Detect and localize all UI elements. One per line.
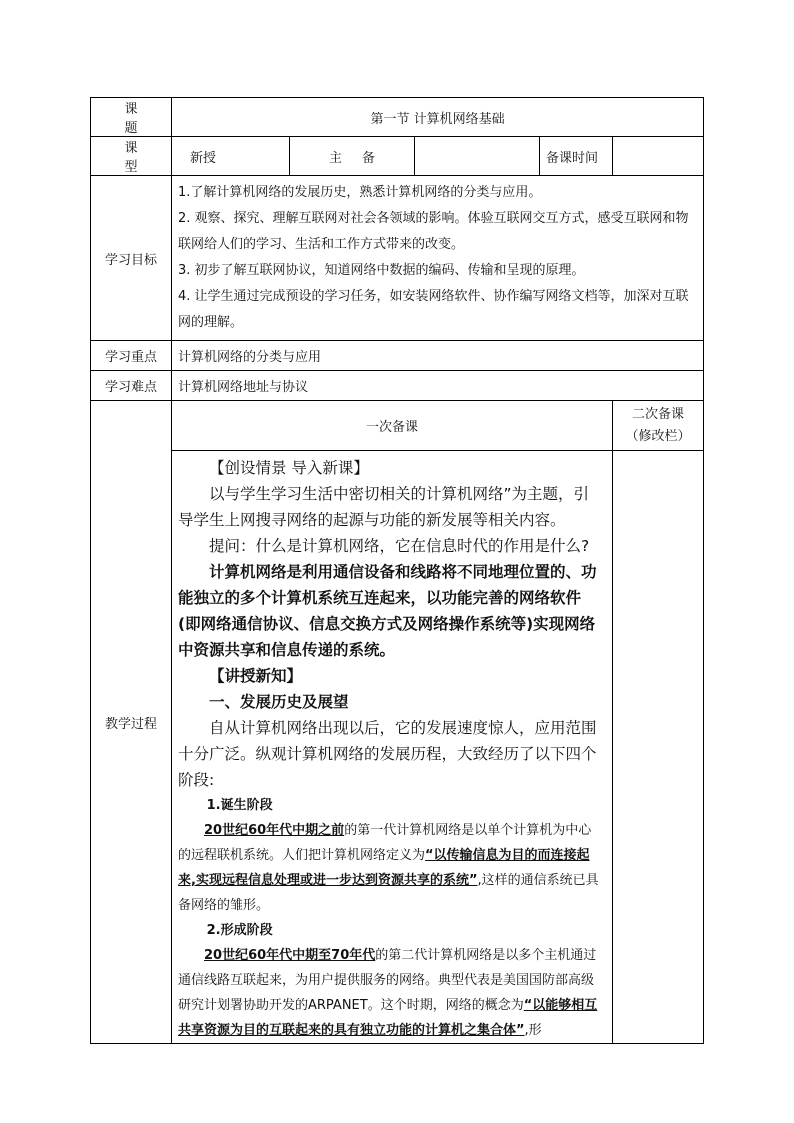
goal-item: 4. 让学生通过完成预设的学习任务，如安装网络软件、协作编写网络文档等，加深对互联网的理解。: [178, 289, 689, 330]
row-title: [91, 98, 704, 137]
row-process-content: [91, 451, 704, 1044]
stage2-quote: “以能够相互共享资源为目的互联起来的具有独立功能的计算机之集合体”: [178, 998, 598, 1038]
type-value: 新授: [172, 137, 290, 176]
definition-text: 计算机网络是利用通信设备和线路将不同地理位置的、功能独立的多个计算机系统互连起来，以功能完善的网络软件(即网络通信协议、信息交换方式及网络操作系统等)实现网络中资源共享和信息传递的系统。: [178, 563, 597, 659]
row-focus: [91, 341, 704, 371]
stage2-heading: 2.形成阶段: [206, 923, 273, 938]
difficulty-label: 学习难点: [91, 371, 172, 401]
first-prep-content: [172, 451, 613, 1044]
second-prep-content: [613, 451, 704, 1044]
row-process-header: [91, 401, 704, 451]
stage2-text-b: ,形: [524, 1023, 542, 1038]
second-prep-header: [613, 401, 704, 451]
title-label: 课题: [91, 98, 172, 137]
section1-heading: 一、发展历史及展望: [209, 693, 349, 711]
stage1-heading: 1.诞生阶段: [206, 798, 273, 813]
goal-item: 3. 初步了解互联网协议，知道网络中数据的编码、传输和呈现的原理。: [178, 263, 585, 278]
lesson-title: 第一节 计算机网络基础: [172, 98, 704, 137]
goals-content: [172, 176, 704, 341]
focus-value: 计算机网络的分类与应用: [172, 341, 704, 371]
lesson-plan-table: [90, 97, 704, 1044]
stage1-text-a: 的第一代计算机网络是以单个计算机为中心的远程联机系统。人们把计算机网络定义为: [178, 823, 592, 863]
prep-time-label: 备课时间: [540, 137, 613, 176]
stage1-period: 20世纪60年代中期之前: [204, 823, 345, 838]
intro-text: 以与学生学习生活中密切相关的计算机网络”为主题，引导学生上网搜寻网络的起源与功能的新发展等相关内容。: [178, 485, 590, 529]
intro-heading: 【创设情景 导入新课】: [209, 459, 369, 477]
stage1-text-b: ,这样的通信系统已具备网络的雏形。: [178, 873, 599, 913]
stage1-paragraph: [178, 818, 602, 918]
lead-prep-label: 主备: [290, 137, 415, 176]
stage2-period: 20世纪60年代中期至70年代: [204, 948, 376, 963]
question-text: 提问：什么是计算机网络，它在信息时代的作用是什么?: [209, 537, 590, 555]
second-prep-header-line1: 二次备课: [632, 406, 685, 422]
lecture-heading: 【讲授新知】: [209, 667, 303, 685]
goals-label: 学习目标: [91, 176, 172, 341]
stage1-quote: “以传输信息为目的而连接起来,实现远程信息处理或进一步达到资源共享的系统”: [178, 848, 590, 888]
first-prep-header: 一次备课: [172, 401, 613, 451]
row-difficulty: [91, 371, 704, 401]
row-goals: [91, 176, 704, 341]
process-label: 教学过程: [91, 401, 172, 1044]
difficulty-value: 计算机网络地址与协议: [172, 371, 704, 401]
stage2-text-a: 的第二代计算机网络是以多个主机通过通信线路互联起来，为用户提供服务的网络。典型代表是美国国防部高级研究计划署协助开发的ARPANET。这个时期，网络的概念为: [178, 948, 597, 1013]
lead-prep-value: [415, 137, 540, 176]
focus-label: 学习重点: [91, 341, 172, 371]
goal-item: 1.了解计算机网络的发展历史，熟悉计算机网络的分类与应用。: [178, 185, 542, 200]
row-type: [91, 137, 704, 176]
goal-item: 2. 观察、探究、理解互联网对社会各领域的影响。体验互联网交互方式，感受互联网和物联网给人们的学习、生活和工作方式带来的改变。: [178, 211, 689, 252]
section1-text: 自从计算机网络出现以后，它的发展速度惊人，应用范围十分广泛。纵观计算机网络的发展历程，大致经历了以下四个阶段:: [178, 719, 597, 789]
second-prep-header-line2: （修改栏）: [625, 428, 691, 444]
prep-time-value: [613, 137, 704, 176]
type-label: 课型: [91, 137, 172, 176]
stage2-paragraph: [178, 943, 602, 1043]
